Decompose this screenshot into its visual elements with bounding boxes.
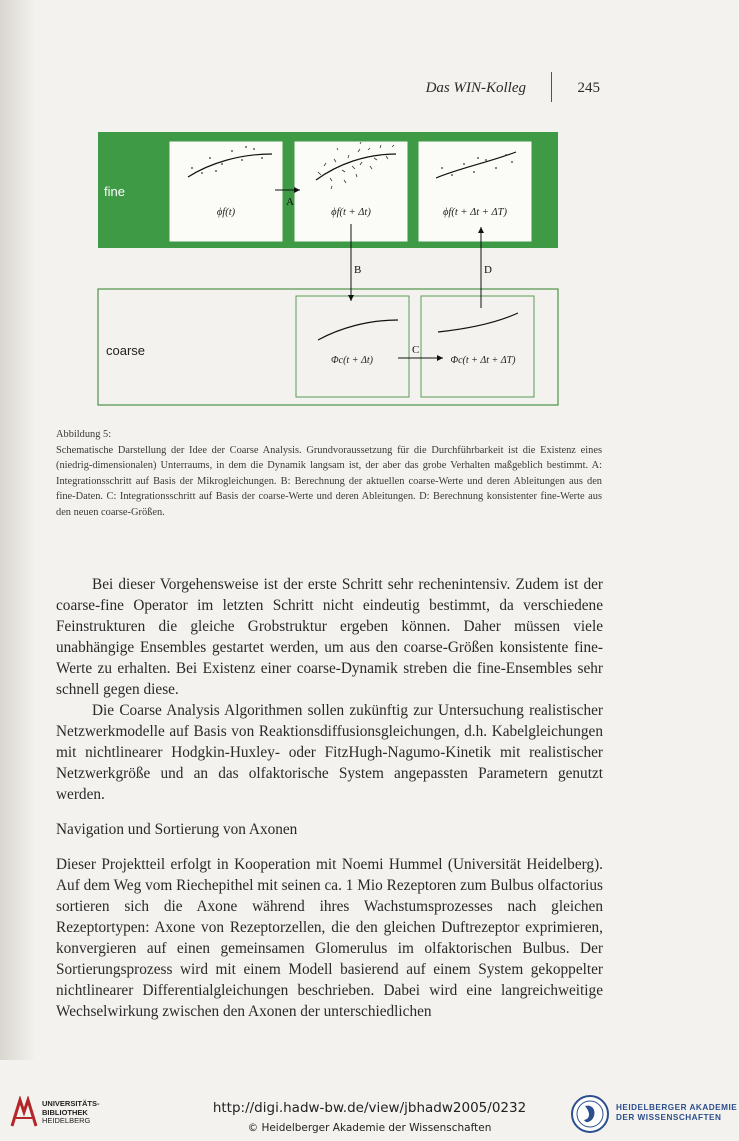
fine-panel-1 bbox=[169, 141, 283, 242]
coarse-panel-2 bbox=[421, 296, 534, 397]
coarse-panel-2-label: Φc(t + Δt + ΔT) bbox=[450, 355, 516, 366]
digital-url-link[interactable]: http://digi.hadw-bw.de/view/jbhadw2005/0232 bbox=[212, 1100, 527, 1116]
paragraph-3: Dieser Projektteil erfolgt in Kooperation mit Noemi Hummel (Universität Heidelberg). Auf dem Weg vom Riechepithel mit seinen ca. 1 Mio Rezeptoren zum Bulbus olfactorius sortieren sich die Axone während ihres Wachstumsprozesses nach gleichen Rezeptortypen: Axone von Rezeptorzellen, die den gleichen Duftrezeptor exprimieren, konvergieren auf einen gemeinsamen Glomerulus im olfaktorischen Bulbus. Der Sortierungsprozess wird mit einem Modell basierend auf einem System gekoppelter nichtlinearer Differentialgleichungen beschrieben. Dabei wird eine langreichweitige Wechselwirkung zwischen den Axonen der unterschiedlichen bbox=[56, 856, 603, 1020]
fine-panel-1-label: ϕf(t) bbox=[216, 207, 236, 218]
coarse-curve-1 bbox=[318, 320, 398, 340]
academy-name bbox=[616, 1103, 737, 1123]
caption-label: Abbildung 5: bbox=[56, 429, 112, 440]
caption-text: Schematische Darstellung der Idee der Coarse Analysis. Grundvoraussetzung für die Durchführbarkeit ist die Existenz eines (niedrig-dimensionalen) Unterraums, in dem die Dynamik langsam ist, der aber das grobe Verhalten maßgeblich bestimmt. A: Integrationsschritt auf Basis der Mikrogleichungen. B: Berechnung der aktuellen coarse-Werte und deren Ableitungen aus den fine-Daten. C: Integrationsschritt auf Basis der coarse-Werte und deren Ableitungen. D: Berechnung konsistenter fine-Werte aus den neuen coarse-Größen. bbox=[56, 444, 602, 518]
running-head-title: Das WIN-Kolleg bbox=[425, 80, 526, 96]
arrow-a-label: A bbox=[286, 196, 294, 208]
academy-line-2: DER WISSENSCHAFTEN bbox=[616, 1113, 722, 1122]
fine-label: fine bbox=[104, 184, 125, 199]
fine-panel-2-label: ϕf(t + Δt) bbox=[331, 207, 371, 218]
footer bbox=[0, 1090, 739, 1141]
body-text bbox=[56, 574, 603, 1022]
fine-panel-3 bbox=[418, 141, 532, 242]
arrow-c-label: C bbox=[412, 344, 420, 356]
figure-caption bbox=[56, 427, 602, 520]
coarse-band bbox=[98, 289, 558, 405]
library-line-1: UNIVERSITÄTS- bbox=[42, 1099, 100, 1108]
coarse-analysis-figure bbox=[0, 0, 739, 420]
coarse-panel-1-label: Φc(t + Δt) bbox=[331, 355, 373, 366]
paragraph-2: Die Coarse Analysis Algorithmen sollen zukünftig zur Untersuchung realistischer Netzwerkmodelle auf Basis von Reaktionsdiffusionsgleichungen, d.h. Kabelgleichungen mit nichtlinearer Hodgkin-Huxley- oder FitzHugh-Nagumo-Kinetik mit realistischer Netzwerkgröße und an das olfaktorische System angepassten Parametern genutzt werden. bbox=[56, 702, 603, 803]
arrow-d-label: D bbox=[484, 264, 492, 276]
library-line-2: BIBLIOTHEK bbox=[42, 1107, 88, 1117]
paragraph-1: Bei dieser Vorgehensweise ist der erste Schritt sehr rechenintensiv. Zudem ist der coarse-fine Operator im letzten Schritt nicht eindeutig bestimmt, da verschiedene Feinstrukturen die gleiche Grobstruktur ergeben können. Daher müssen viele unabhängige Ensembles gestartet werden, um aus den coarse-Größen konsistente fine-Werte zu erhalten. Bei Existenz einer coarse-Dynamik streben die fine-Ensembles sehr schnell gegen diese. bbox=[56, 576, 603, 698]
academy-line-1: HEIDELBERGER AKADEMIE bbox=[616, 1103, 738, 1112]
coarse-curve-2 bbox=[438, 313, 518, 332]
library-line-3: HEIDELBERG bbox=[42, 1116, 91, 1125]
coarse-label: coarse bbox=[106, 343, 146, 358]
copyright-notice: © Heidelberger Akademie der Wissenschaften bbox=[247, 1122, 492, 1134]
section-heading: Navigation und Sortierung von Axonen bbox=[56, 821, 298, 838]
page-number: 245 bbox=[577, 80, 600, 96]
fine-panel-3-label: ϕf(t + Δt + ΔT) bbox=[442, 207, 508, 218]
coarse-panel-1 bbox=[296, 296, 409, 397]
academy-seal-icon bbox=[570, 1094, 610, 1134]
arrow-b-label: B bbox=[354, 264, 362, 276]
